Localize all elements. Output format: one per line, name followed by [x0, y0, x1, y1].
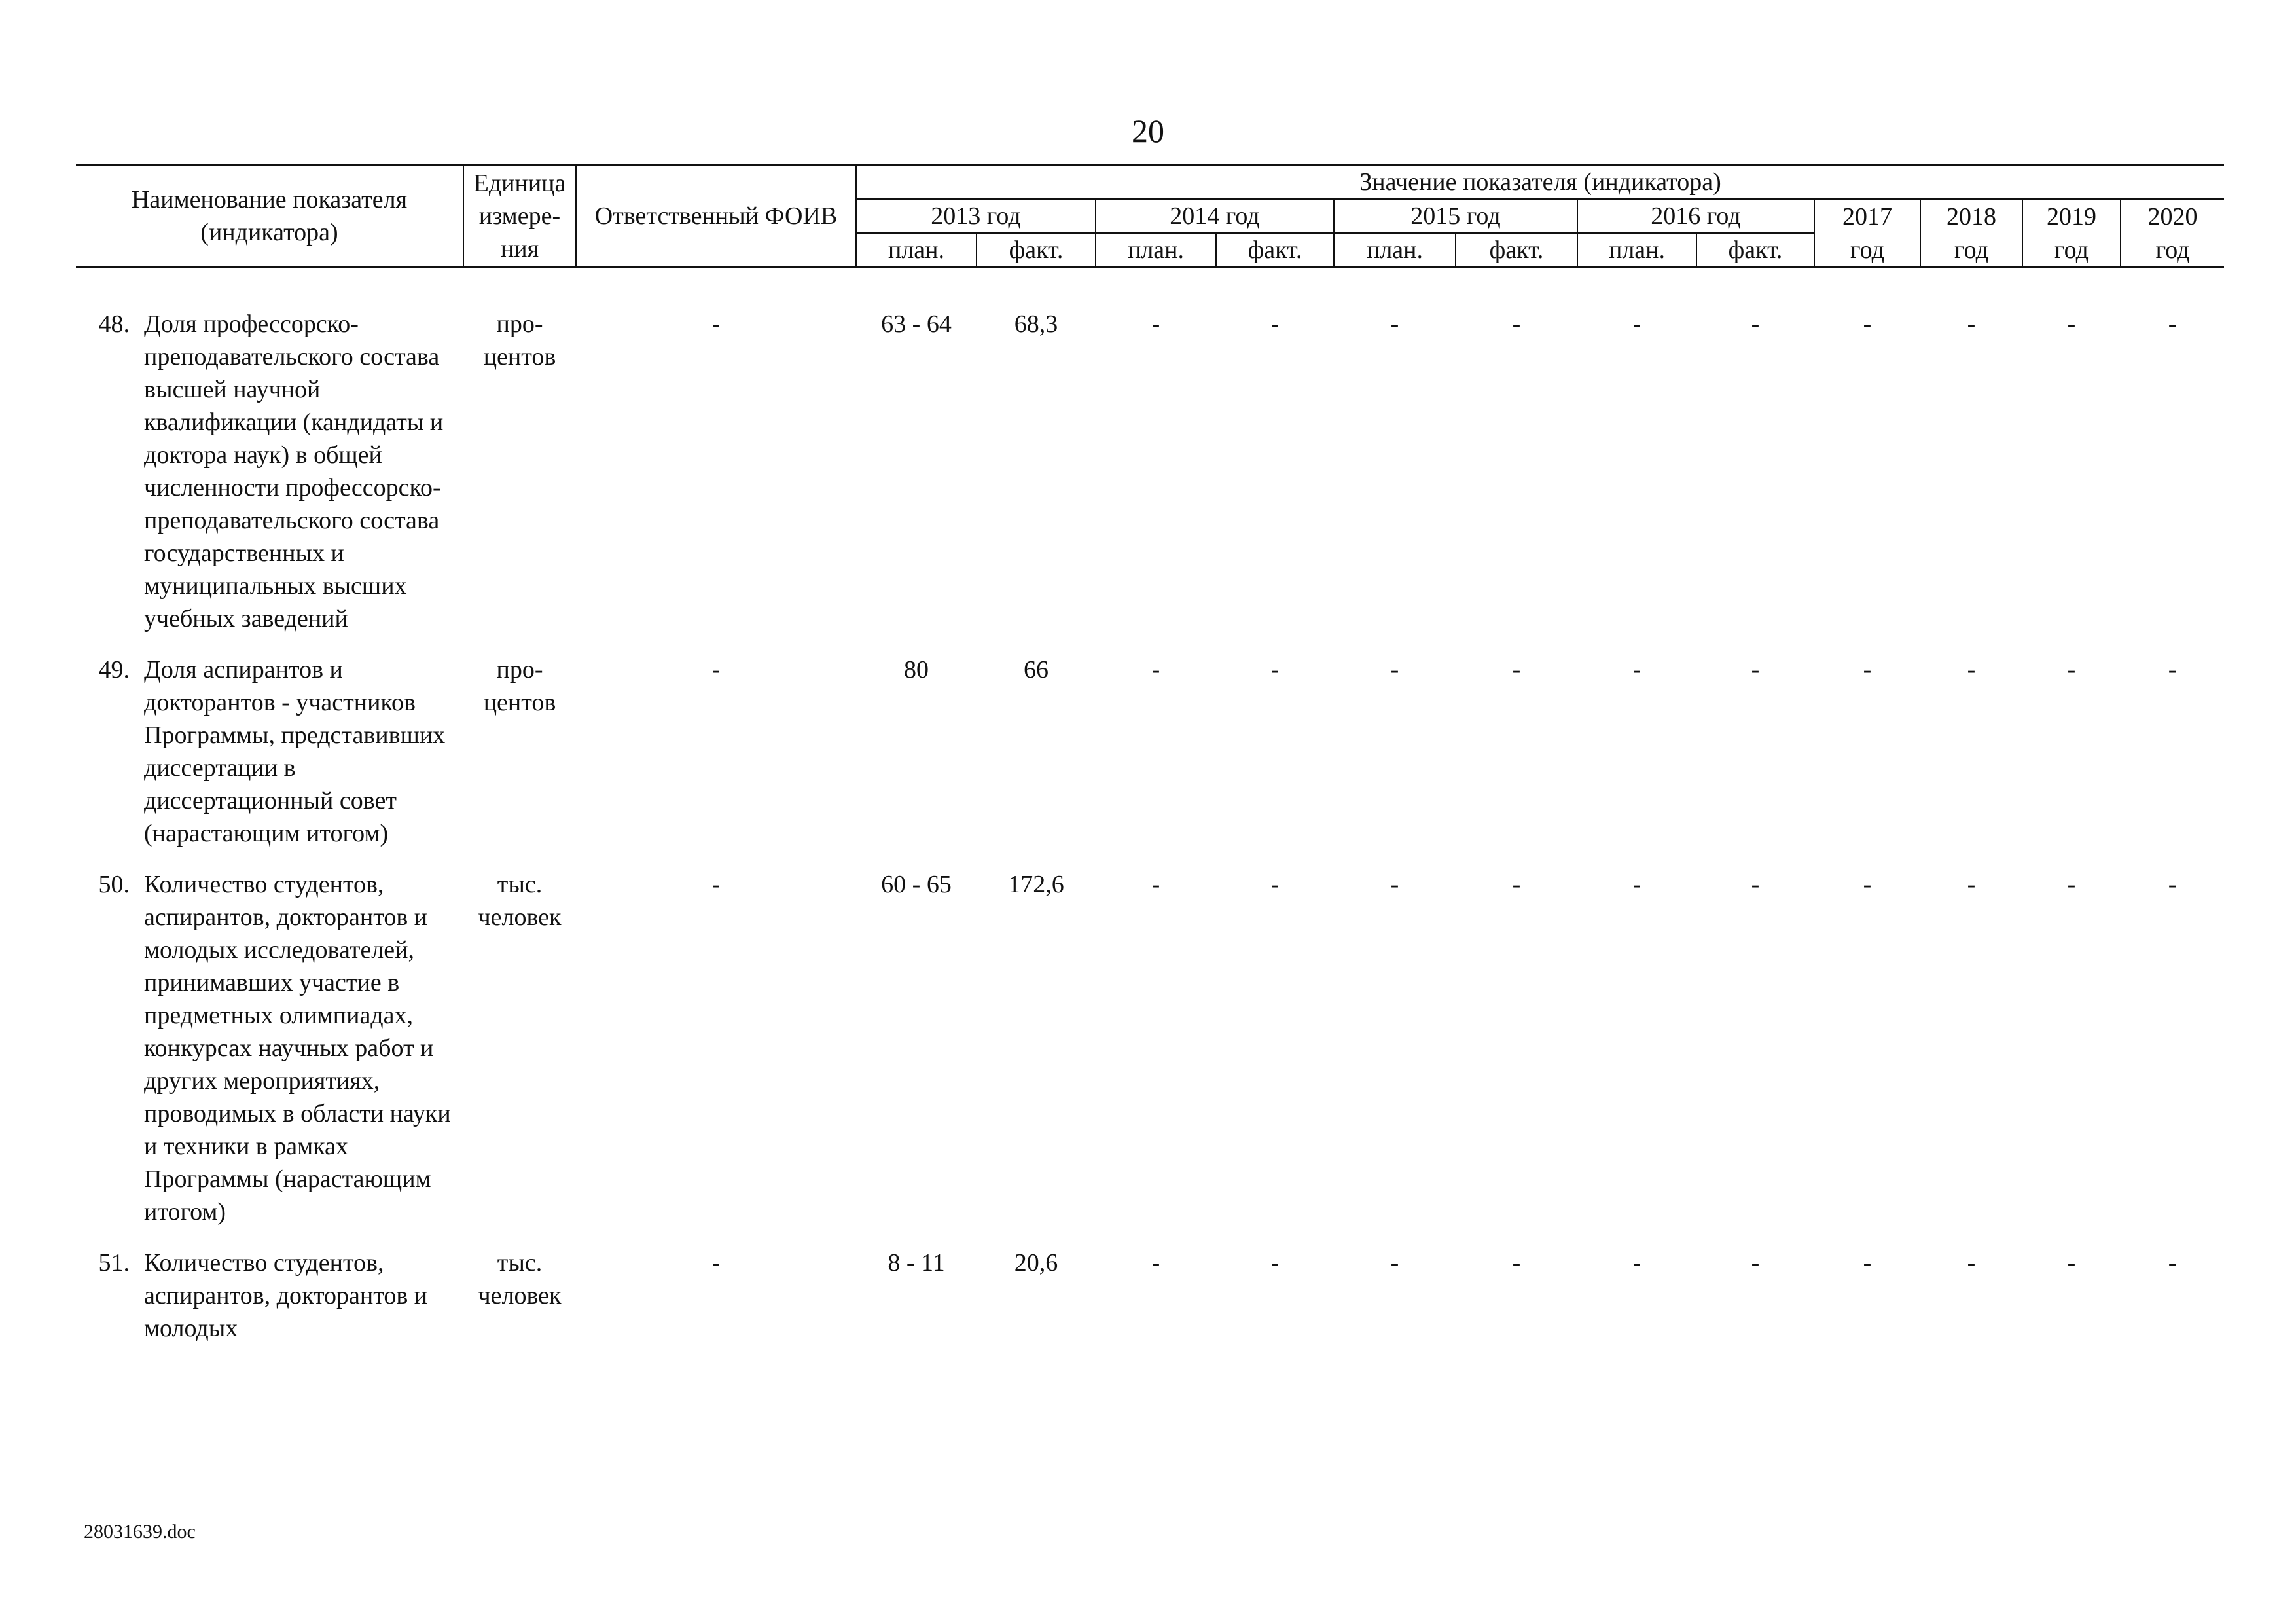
header-name: Наименование показателя (индикатора) [76, 165, 463, 268]
header-fact-2015: факт. [1456, 233, 1577, 268]
header-year-2020: 2020 [2121, 199, 2224, 233]
header-year-2018: 2018 [1920, 199, 2022, 233]
value-cell: - [2067, 656, 2076, 684]
value-cell: - [2168, 656, 2177, 684]
foiv-cell: - [711, 871, 721, 898]
table-row [76, 863, 2224, 1241]
header-word-2020: год [2121, 233, 2224, 268]
header-word-2019: год [2022, 233, 2121, 268]
header-fact-2016: факт. [1696, 233, 1814, 268]
header-year-2014: 2014 год [1096, 199, 1334, 233]
value-cell: - [1632, 310, 1641, 338]
header-year-2017: 2017 [1814, 199, 1920, 233]
value-cell: - [1863, 656, 1872, 684]
page-number: 20 [1132, 113, 1164, 149]
value-cell: - [1270, 871, 1280, 898]
value-cell: 80 [904, 656, 929, 684]
header-unit: Единица измере- ния [463, 165, 576, 268]
value-cell: - [2067, 310, 2076, 338]
value-cell: - [1390, 1249, 1399, 1277]
value-cell: - [1751, 310, 1760, 338]
header-foiv: Ответственный ФОИВ [576, 165, 856, 268]
header-fact-2013: факт. [977, 233, 1096, 268]
value-cell: - [1151, 656, 1160, 684]
header-year-2013: 2013 год [856, 199, 1096, 233]
value-cell: - [1270, 656, 1280, 684]
indicators-table [76, 164, 2224, 1358]
header-word-2017: год [1814, 233, 1920, 268]
table-body [76, 268, 2224, 1359]
row-number: 50. [98, 871, 130, 898]
header-plan-2016: план. [1577, 233, 1696, 268]
header-year-2016: 2016 год [1577, 199, 1814, 233]
value-cell: - [2067, 1249, 2076, 1277]
value-cell: - [1512, 656, 1521, 684]
value-cell: - [2168, 1249, 2177, 1277]
row-number: 49. [98, 656, 130, 684]
value-cell: - [2168, 871, 2177, 898]
row-number: 48. [98, 310, 130, 338]
value-cell: 60 - 65 [881, 871, 952, 898]
value-cell: - [1390, 310, 1399, 338]
value-cell: - [1632, 1249, 1641, 1277]
unit-cell: про-центов [483, 656, 556, 716]
value-cell: 20,6 [1014, 1249, 1058, 1277]
value-cell: - [1512, 871, 1521, 898]
table-row [76, 648, 2224, 863]
value-cell: - [1967, 656, 1976, 684]
header-year-2015: 2015 год [1334, 199, 1577, 233]
unit-cell: тыс. человек [478, 1249, 562, 1309]
header-plan-2014: план. [1096, 233, 1216, 268]
header-plan-2015: план. [1334, 233, 1456, 268]
value-cell: 63 - 64 [881, 310, 952, 338]
header-word-2018: год [1920, 233, 2022, 268]
foiv-cell: - [711, 656, 721, 684]
value-cell: - [1751, 1249, 1760, 1277]
indicator-name: Количество студентов, аспирантов, докторантов и молодых исследователей, принимавших участие в предметных олимпиадах, конкурсах научных работ и других мероприятиях, проводимых в области науки и техники в рамках Программы (нарастающим итогом) [144, 871, 451, 1226]
value-cell: - [1512, 1249, 1521, 1277]
header-year-2019: 2019 [2022, 199, 2121, 233]
value-cell: - [1967, 1249, 1976, 1277]
footer-filename: 28031639.doc [84, 1521, 196, 1542]
value-cell: - [1863, 310, 1872, 338]
value-cell: - [1632, 656, 1641, 684]
value-cell: 172,6 [1008, 871, 1064, 898]
value-cell: 66 [1024, 656, 1049, 684]
header-fact-2014: факт. [1216, 233, 1334, 268]
value-cell: - [1390, 656, 1399, 684]
indicator-name: Количество студентов, аспирантов, докторантов и молодых [144, 1249, 428, 1342]
value-cell: - [1751, 871, 1760, 898]
value-cell: - [1751, 656, 1760, 684]
header-value-group: Значение показателя (индикатора) [856, 165, 2224, 200]
value-cell: - [1151, 871, 1160, 898]
value-cell: - [1270, 1249, 1280, 1277]
unit-cell: тыс. человек [478, 871, 562, 931]
value-cell: - [1512, 310, 1521, 338]
row-number: 51. [98, 1249, 130, 1277]
unit-cell: про-центов [483, 310, 556, 371]
indicator-name: Доля профессорско-преподавательского состава высшей научной квалификации (кандидаты и доктора наук) в общей численности профессорско-преподавательского состава государственных и муниципальных высших учебных заведений [144, 310, 444, 632]
value-cell: - [2067, 871, 2076, 898]
value-cell: - [1270, 310, 1280, 338]
value-cell: - [1151, 310, 1160, 338]
foiv-cell: - [711, 1249, 721, 1277]
header-plan-2013: план. [856, 233, 977, 268]
table-row [76, 1241, 2224, 1358]
value-cell: - [1863, 871, 1872, 898]
foiv-cell: - [711, 310, 721, 338]
value-cell: 68,3 [1014, 310, 1058, 338]
indicator-name: Доля аспирантов и докторантов - участников Программы, представивших диссертации в диссертационный совет (нарастающим итогом) [144, 656, 446, 847]
value-cell: - [1390, 871, 1399, 898]
value-cell: 8 - 11 [888, 1249, 945, 1277]
value-cell: - [1863, 1249, 1872, 1277]
value-cell: - [1967, 310, 1976, 338]
value-cell: - [1151, 1249, 1160, 1277]
value-cell: - [1632, 871, 1641, 898]
value-cell: - [2168, 310, 2177, 338]
table-row [76, 268, 2224, 649]
table-header [76, 165, 2224, 268]
value-cell: - [1967, 871, 1976, 898]
